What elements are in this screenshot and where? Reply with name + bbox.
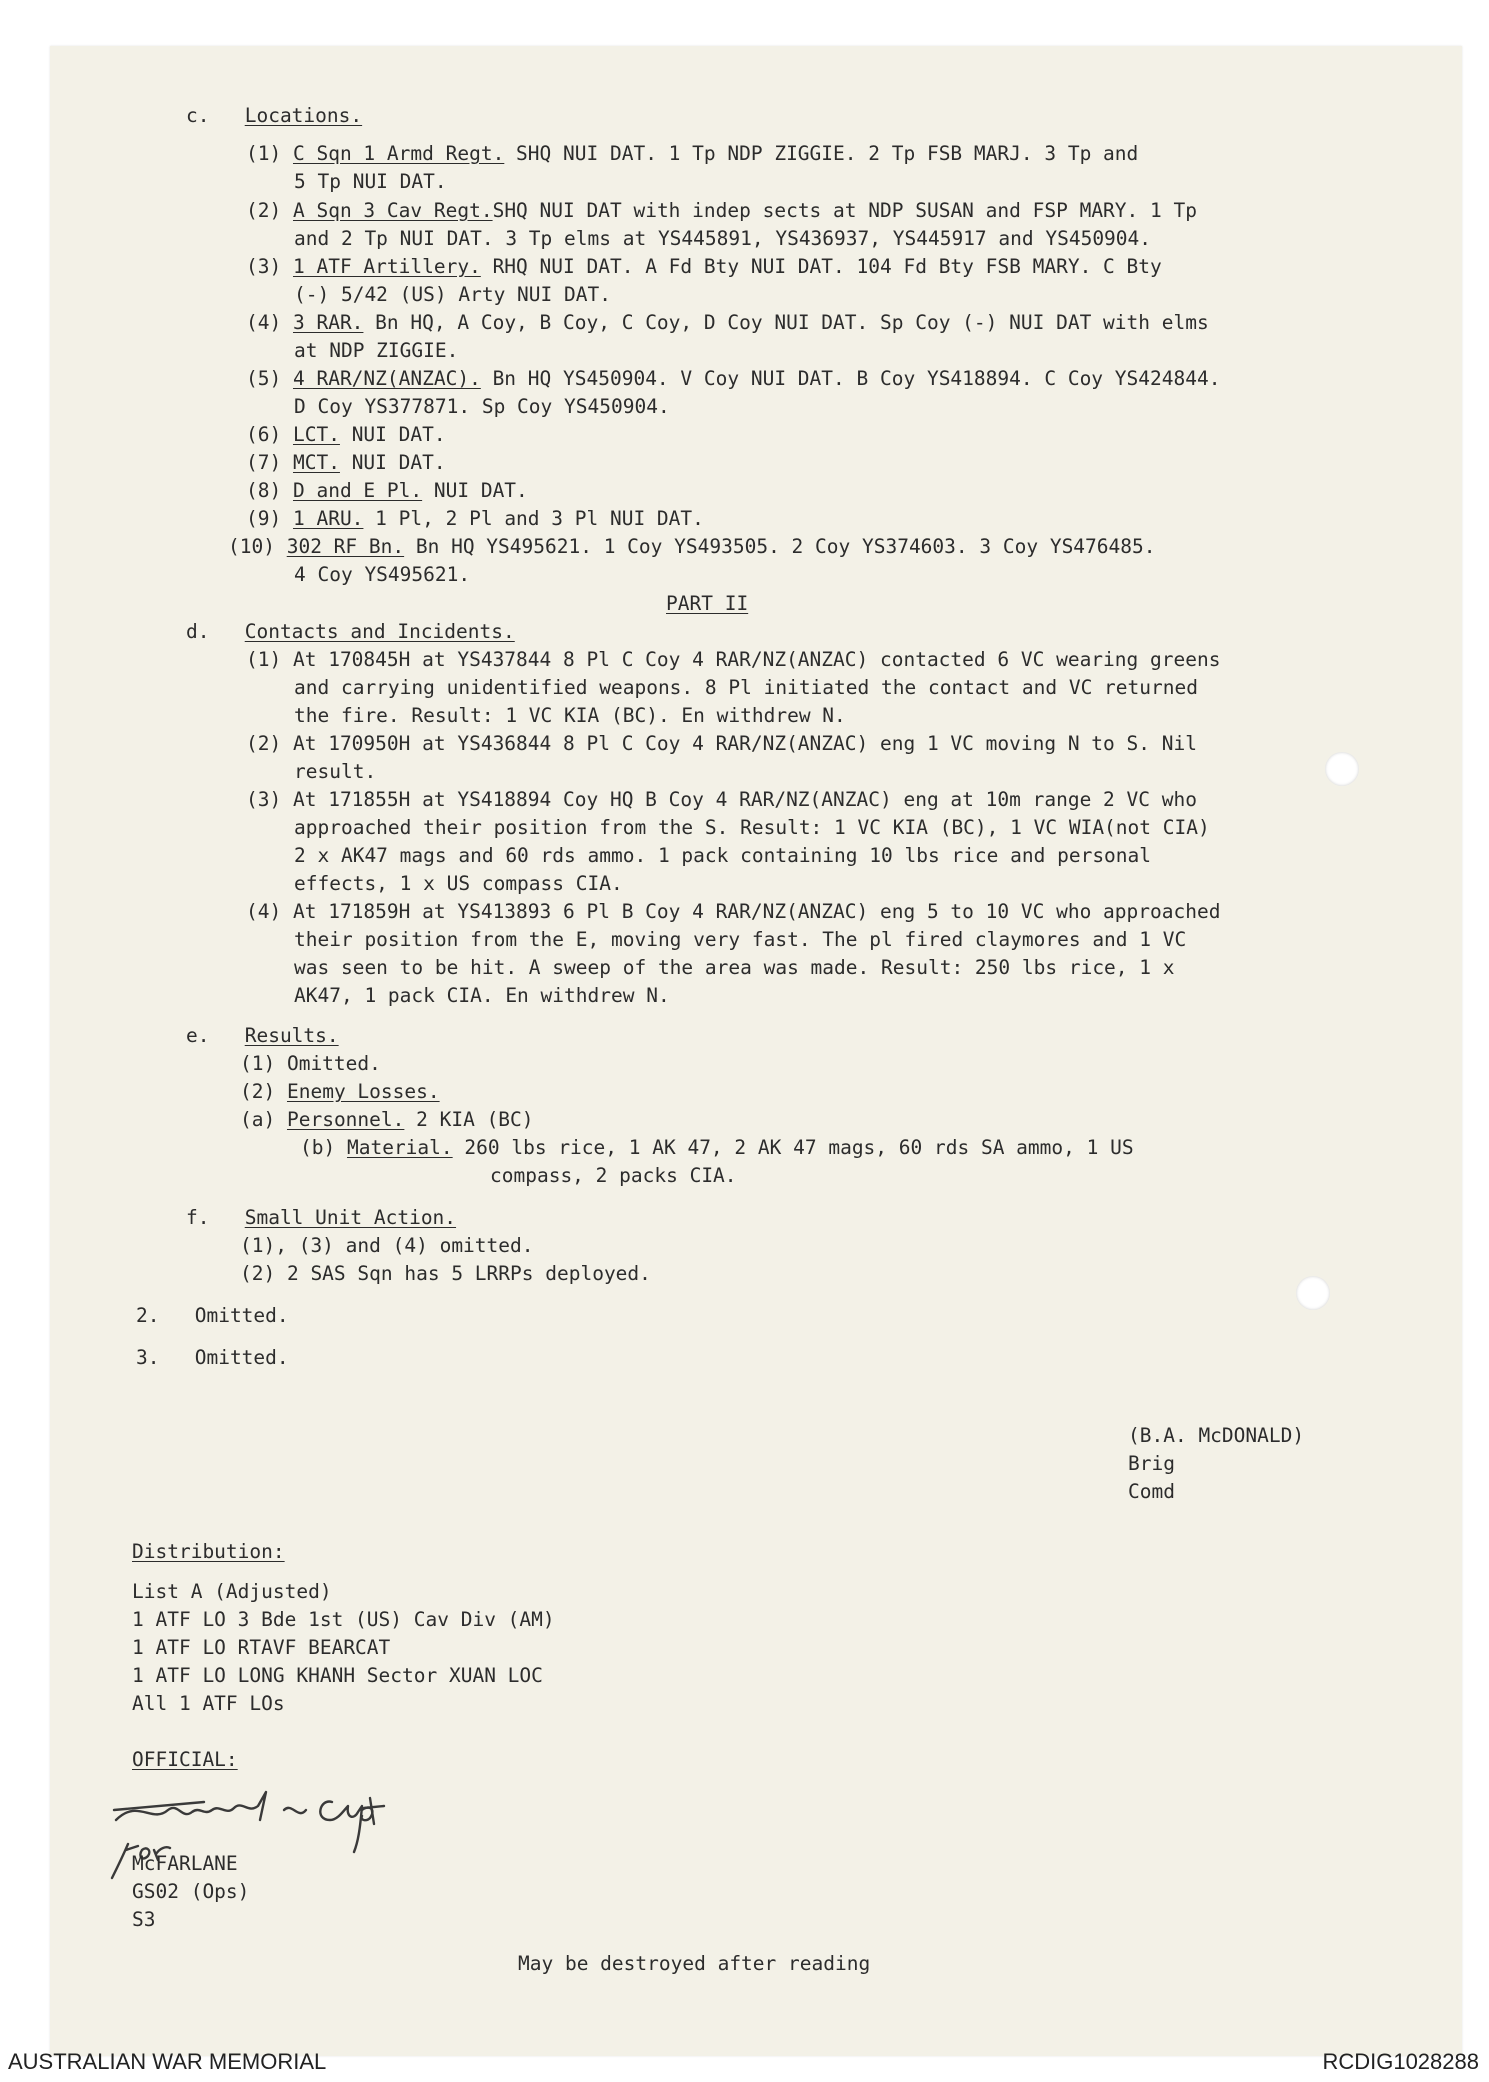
distribution-line-1: List A (Adjusted) [132, 1580, 332, 1603]
item-heading: Material. [346, 1136, 453, 1159]
item-number: (4) [246, 900, 282, 923]
footer-institution: AUSTRALIAN WAR MEMORIAL [8, 2049, 327, 2074]
unit-name: 3 RAR. [292, 311, 364, 334]
item-number: (5) [246, 367, 282, 390]
results-heading [186, 1022, 339, 1050]
item-text: RHQ NUI DAT. A Fd Bty NUI DAT. 104 Fd Bty FSB MARY. C Bty [480, 255, 1162, 278]
item-text: At 170950H at YS436844 8 Pl C Coy 4 RAR/NZ(ANZAC) eng 1 VC moving N to S. Nil [292, 732, 1197, 755]
footer-document-id: RCDIG1028288 [1322, 2049, 1479, 2074]
location-item-10 [228, 533, 1155, 561]
results-item-1: (1) Omitted. [240, 1052, 381, 1075]
section-heading: Locations. [244, 104, 363, 127]
item-number: (a) [240, 1108, 276, 1131]
distribution-line-4: 1 ATF LO LONG KHANH Sector XUAN LOC [132, 1664, 543, 1687]
location-item-5 [246, 365, 1220, 393]
contacts-heading [186, 618, 515, 646]
section-marker: c. [186, 104, 210, 127]
section-marker: d. [186, 620, 210, 643]
contact-item-4 [246, 898, 1220, 926]
contact-item-3-line-3: 2 x AK47 mags and 60 rds ammo. 1 pack containing 10 lbs rice and personal [294, 844, 1152, 867]
section-heading: Small Unit Action. [244, 1206, 457, 1229]
item-heading: Enemy Losses. [286, 1080, 440, 1103]
item-text: Bn HQ YS450904. V Coy NUI DAT. B Coy YS418894. C Coy YS424844. [480, 367, 1221, 390]
location-item-9 [246, 505, 704, 533]
item-number: (2) [246, 732, 282, 755]
contact-item-2 [246, 730, 1197, 758]
contact-item-4-line-3: was seen to be hit. A sweep of the area was made. Result: 250 lbs rice, 1 x [294, 956, 1175, 979]
locations-heading [186, 102, 362, 130]
signatory-name: (B.A. McDONALD) [1128, 1424, 1305, 1447]
item-number: (1) [246, 648, 282, 671]
official-appointment: GS02 (Ops) [132, 1880, 250, 1903]
location-item-5-cont: D Coy YS377871. Sp Coy YS450904. [294, 395, 670, 418]
item-text: Bn HQ YS495621. 1 Coy YS493505. 2 Coy YS374603. 3 Coy YS476485. [404, 535, 1156, 558]
location-item-10-cont: 4 Coy YS495621. [294, 563, 471, 586]
item-text: NUI DAT. [339, 451, 446, 474]
contact-item-1-line-2: and carrying unidentified weapons. 8 Pl initiated the contact and VC returned [294, 676, 1198, 699]
paragraph-number: 3. [136, 1346, 160, 1369]
location-item-6 [246, 421, 446, 449]
unit-name: LCT. [292, 423, 340, 446]
signatory-rank: Brig [1128, 1452, 1175, 1475]
item-number: (3) [246, 788, 282, 811]
results-item-2 [240, 1078, 440, 1106]
official-reference: S3 [132, 1908, 156, 1931]
item-text: NUI DAT. [339, 423, 446, 446]
distribution-line-3: 1 ATF LO RTAVF BEARCAT [132, 1636, 391, 1659]
item-text: At 171859H at YS413893 6 Pl B Coy 4 RAR/NZ(ANZAC) eng 5 to 10 VC who approached [292, 900, 1221, 923]
item-number: (3) [246, 255, 282, 278]
unit-name: D and E Pl. [292, 479, 423, 502]
item-text: 1 Pl, 2 Pl and 3 Pl NUI DAT. [363, 507, 704, 530]
location-item-1-cont: 5 Tp NUI DAT. [294, 170, 447, 193]
unit-name: 4 RAR/NZ(ANZAC). [292, 367, 481, 390]
official-name: McFARLANE [132, 1852, 238, 1875]
section-heading: Contacts and Incidents. [244, 620, 515, 643]
paragraph-text: Omitted. [194, 1304, 289, 1327]
unit-name: 302 RF Bn. [286, 535, 405, 558]
paragraph-2 [136, 1302, 289, 1330]
contact-item-3 [246, 786, 1197, 814]
item-text: 2 KIA (BC) [404, 1108, 534, 1131]
location-item-3 [246, 253, 1162, 281]
unit-name: C Sqn 1 Armd Regt. [292, 142, 505, 165]
item-text: At 171855H at YS418894 Coy HQ B Coy 4 RAR/NZ(ANZAC) eng at 10m range 2 VC who [292, 788, 1197, 811]
item-text: NUI DAT. [422, 479, 528, 502]
location-item-2-cont: and 2 Tp NUI DAT. 3 Tp elms at YS445891, YS436937, YS445917 and YS450904. [294, 227, 1152, 250]
official-heading: OFFICIAL: [132, 1748, 238, 1771]
paragraph-text: Omitted. [194, 1346, 289, 1369]
location-item-4 [246, 309, 1209, 337]
section-marker: e. [186, 1024, 210, 1047]
contact-item-3-line-4: effects, 1 x US compass CIA. [294, 872, 623, 895]
location-item-8 [246, 477, 528, 505]
section-heading: Results. [244, 1024, 339, 1047]
contact-item-1-line-3: the fire. Result: 1 VC KIA (BC). En withdrew N. [294, 704, 846, 727]
distribution-line-5: All 1 ATF LOs [132, 1692, 285, 1715]
part-title: PART II [666, 592, 749, 615]
results-material [300, 1134, 1134, 1162]
unit-name: 1 ATF Artillery. [292, 255, 481, 278]
item-text: SHQ NUI DAT with indep sects at NDP SUSAN and FSP MARY. 1 Tp [492, 199, 1197, 222]
location-item-3-cont: (-) 5/42 (US) Arty NUI DAT. [294, 283, 611, 306]
small-unit-line-1: (1), (3) and (4) omitted. [240, 1234, 534, 1257]
results-material-cont: compass, 2 packs CIA. [490, 1164, 737, 1187]
unit-name: 1 ARU. [292, 507, 364, 530]
item-number: (8) [246, 479, 282, 502]
item-number: (9) [246, 507, 282, 530]
item-text: 260 lbs rice, 1 AK 47, 2 AK 47 mags, 60 rds SA ammo, 1 US [452, 1136, 1134, 1159]
small-unit-heading [186, 1204, 456, 1232]
item-number: (6) [246, 423, 282, 446]
destroy-note: May be destroyed after reading [518, 1952, 871, 1975]
item-text: At 170845H at YS437844 8 Pl C Coy 4 RAR/NZ(ANZAC) contacted 6 VC wearing greens [292, 648, 1221, 671]
item-number: (4) [246, 311, 282, 334]
paragraph-number: 2. [136, 1304, 160, 1327]
item-heading: Personnel. [286, 1108, 405, 1131]
section-marker: f. [186, 1206, 210, 1229]
item-number: (2) [246, 199, 282, 222]
item-text: SHQ NUI DAT. 1 Tp NDP ZIGGIE. 2 Tp FSB MARJ. 3 Tp and [504, 142, 1139, 165]
item-number: (b) [300, 1136, 336, 1159]
contact-item-4-line-4: AK47, 1 pack CIA. En withdrew N. [294, 984, 670, 1007]
location-item-1 [246, 140, 1138, 168]
contact-item-1 [246, 646, 1220, 674]
location-item-7 [246, 449, 446, 477]
unit-name: MCT. [292, 451, 340, 474]
distribution-heading: Distribution: [132, 1540, 285, 1563]
contact-item-3-line-2: approached their position from the S. Result: 1 VC KIA (BC), 1 VC WIA(not CIA) [294, 816, 1210, 839]
location-item-4-cont: at NDP ZIGGIE. [294, 339, 459, 362]
unit-name: A Sqn 3 Cav Regt. [292, 199, 493, 222]
item-number: (7) [246, 451, 282, 474]
small-unit-line-2: (2) 2 SAS Sqn has 5 LRRPs deployed. [240, 1262, 651, 1285]
contact-item-4-line-2: their position from the E, moving very fast. The pl fired claymores and 1 VC [294, 928, 1187, 951]
results-personnel [240, 1106, 534, 1134]
item-number: (1) [246, 142, 282, 165]
item-number: (10) [228, 535, 275, 558]
item-text: Bn HQ, A Coy, B Coy, C Coy, D Coy NUI DAT. Sp Coy (-) NUI DAT with elms [363, 311, 1209, 334]
distribution-line-2: 1 ATF LO 3 Bde 1st (US) Cav Div (AM) [132, 1608, 555, 1631]
signatory-appointment: Comd [1128, 1480, 1175, 1503]
location-item-2 [246, 197, 1197, 225]
paragraph-3 [136, 1344, 289, 1372]
item-number: (2) [240, 1080, 276, 1103]
contact-item-2-line-2: result. [294, 760, 377, 783]
